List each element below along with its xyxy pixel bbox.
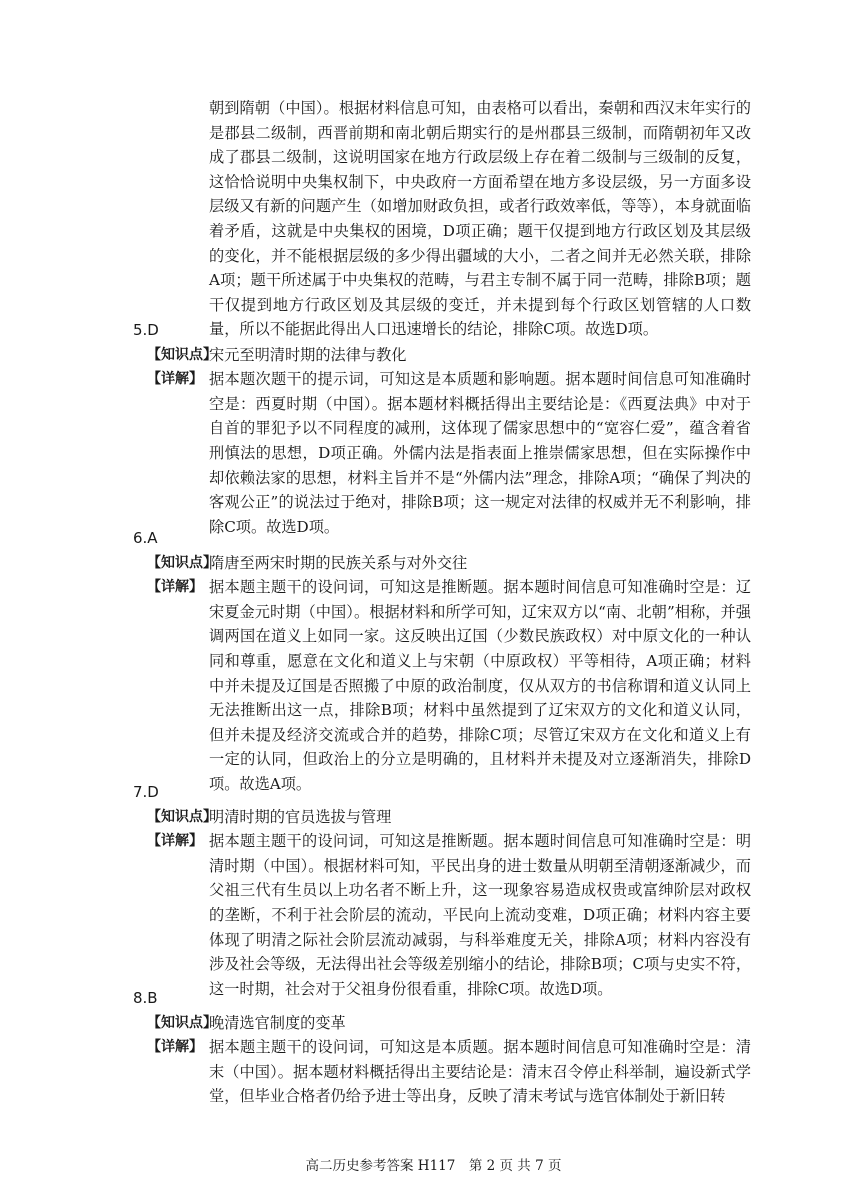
knowledge-text: 明清时期的官员选拔与管理 (209, 807, 392, 826)
page-footer: 高二历史参考答案 H117 第 2 页 共 7 页 (305, 1158, 562, 1174)
knowledge-text: 宋元至明清时期的法律与教化 (209, 345, 407, 364)
answer-item-8 (133, 986, 773, 1109)
detail-row (133, 367, 773, 539)
knowledge-row (133, 805, 773, 830)
answer-number: 7.D (133, 783, 159, 801)
detail-row (133, 1035, 773, 1109)
answer-item-6 (133, 526, 773, 797)
detail-tag: 【详解】 (147, 579, 203, 596)
answer-number: 5.D (133, 321, 159, 339)
detail-text: 据本题主题干的设问词，可知这是推断题。据本题时间信息可知准确时空是：明清时期（中国）。根据材料可知，平民出身的进士数量从明朝至清朝逐渐减少，而父祖三代有生员以上功名者不断上升，这一现象容易造成权贵或富绅阶层对政权的垄断，不利于社会阶层的流动，平民向上流动变难，D项正确；材料内容主要体现了明清之际社会阶层流动减弱，与科举难度无关，排除A项；材料内容没有涉及社会等级，无法得出社会等级差别缩小的结论，排除B项；C项与史实不符，这一时期，社会对于父祖身份很看重，排除C项。故选D项。 (209, 832, 751, 998)
detail-text: 据本题主题干的设问词，可知这是推断题。据本题时间信息可知准确时空是：辽宋夏金元时期（中国）。根据材料和所学可知，辽宋双方以“南、北朝”相称，并强调两国在道义上如同一家。这反映出辽国（少数民族政权）对中原文化的一种认同和尊重，愿意在文化和道义上与宋朝（中原政权）平等相待，A项正确；材料中并未提及辽国是否照搬了中原的政治制度，仅从双方的书信称谓和道义认同上无法推断出这一点，排除B项；材料中虽然提到了辽宋双方的文化和道义认同，但并未提及经济交流或合并的趋势，排除C项；尽管辽宋双方在文化和道义上有一定的认同，但政治上的分立是明确的，且材料并未提及对立逐渐消失，排除D项。故选A项。 (209, 578, 751, 793)
detail-text: 据本题主题干的设问词，可知这是本质题。据本题时间信息可知准确时空是：清末（中国）。据本题材料概括得出主要结论是：清末召令停止科举制，遍设新式学堂，但毕业合格者仍给予进士等出身，反映了清末考试与选官体制处于新旧转 (209, 1038, 751, 1106)
detail-row (133, 829, 773, 1001)
answer-item-5 (133, 318, 773, 539)
answer-number: 6.A (133, 529, 158, 547)
detail-tag: 【详解】 (147, 1039, 203, 1056)
knowledge-tag: 【知识点】 (147, 346, 217, 363)
knowledge-text: 隋唐至两宋时期的民族关系与对外交往 (209, 553, 468, 572)
answer-number: 8.B (133, 989, 158, 1007)
knowledge-tag: 【知识点】 (147, 1014, 217, 1031)
detail-text: 据本题次题干的提示词，可知这是本质题和影响题。据本题时间信息可知准确时空是：西夏时期（中国）。据本题材料概括得出主要结论是：《西夏法典》中对于自首的罪犯予以不同程度的减刑，这体现了儒家思想中的“宽容仁爱”，蕴含着省刑慎法的思想，D项正确。外儒内法是指表面上推崇儒家思想，但在实际操作中却依赖法家的思想，材料主旨并不是“外儒内法”理念，排除A项；“确保了判决的客观公正”的说法过于绝对，排除B项；这一规定对法律的权威并无不利影响，排除C项。故选D项。 (209, 370, 751, 536)
continuation-paragraph: 朝到隋朝（中国）。根据材料信息可知，由表格可以看出，秦朝和西汉末年实行的是郡县二级制，西晋前期和南北朝后期实行的是州郡县三级制，而隋朝初年又改成了郡县二级制，这说明国家在地方行政层级上存在着二级制与三级制的反复，这恰恰说明中央集权制下，中央政府一方面希望在地方多设层级，另一方面多设层级又有新的问题产生（如增加财政负担，或者行政效率低，等等），本身就面临着矛盾，这就是中央集权的困境，D项正确；题干仅提到地方行政区划及其层级的变化，并不能根据层级的多少得出疆域的大小，二者之间并无必然关联，排除A项；题干所述属于中央集权的范畴，与君主专制不属于同一范畴，排除B项；题干仅提到地方行政区划及其层级的变迁，并未提到每个行政区划管辖的人口数量，所以不能据此得出人口迅速增长的结论，排除C项。故选D项。 (209, 99, 751, 339)
knowledge-row (133, 1011, 773, 1036)
answer-item-7 (133, 780, 773, 1001)
detail-tag: 【详解】 (147, 833, 203, 850)
knowledge-text: 晚清选官制度的变革 (209, 1013, 346, 1032)
knowledge-tag: 【知识点】 (147, 808, 217, 825)
knowledge-row (133, 343, 773, 368)
knowledge-tag: 【知识点】 (147, 554, 217, 571)
detail-tag: 【详解】 (147, 371, 203, 388)
knowledge-row (133, 551, 773, 576)
detail-row (133, 575, 773, 796)
